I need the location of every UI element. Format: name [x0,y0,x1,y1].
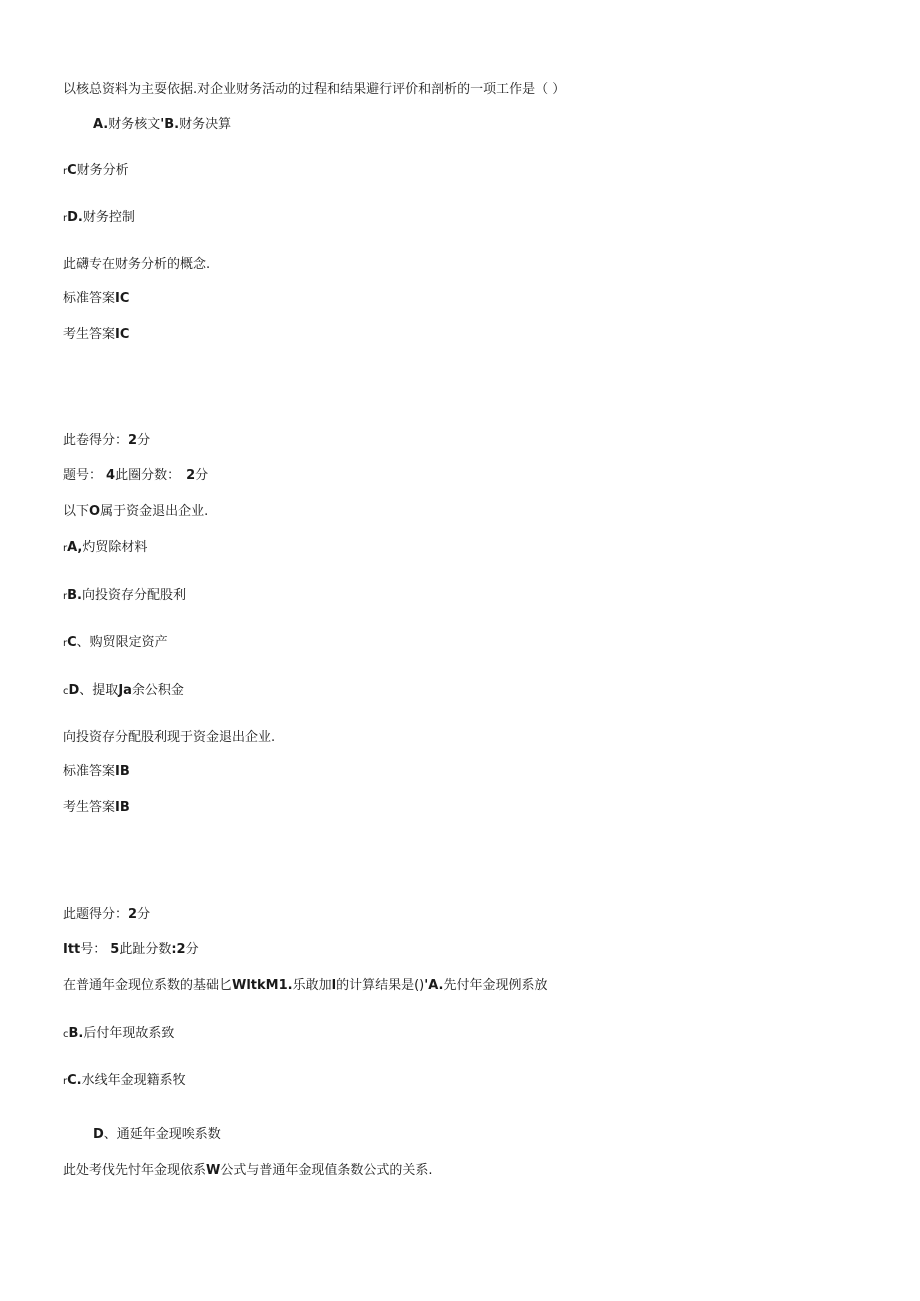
q2-option-b[interactable]: rB.向投资存分配股利 [63,588,186,603]
radio-icon[interactable]: r [63,638,68,649]
q3-option-c[interactable]: rC.水线年金现籍系牧 [63,1073,186,1088]
q2-score: 此卷得分：2分 [63,433,151,448]
q1-option-d[interactable]: rD.财务控制 [63,210,135,225]
q2-standard-answer: 标准答案IB [63,764,130,779]
radio-icon[interactable]: r [63,213,68,224]
q2-number: 题号： 4此圈分数： 2分 [63,468,209,483]
q2-student-answer: 考生答案IB [63,800,130,815]
q2-explanation: 向投资存分配股利现于资金退出企业. [63,730,276,745]
q3-stem: 在普通年金现位系数的基础匕WltkM1.乐敢加l的计算结果是()'A.先付年金现例系放 [63,978,548,993]
q1-standard-answer: 标准答案IC [63,291,130,306]
radio-icon[interactable]: r [63,543,68,554]
q3-explanation: 此处考伐先忖年金现依系W公式与普通年金现值条数公式的关系. [63,1163,433,1178]
q3-score: 此题得分：2分 [63,907,151,922]
q2-stem: 以下O属于资金退出企业. [63,504,209,519]
q2-option-c[interactable]: rC、购贸限定资产 [63,635,168,650]
radio-icon[interactable]: r [63,591,68,602]
q2-option-d[interactable]: cD、提取Ja余公积金 [63,683,184,698]
q1-stem: 以核总资料为主耍依据.对企业财务活动的过程和结果避行评价和剖析的一项工作是（ ） [63,82,566,97]
q1-option-c[interactable]: rC财务分析 [63,163,129,178]
q3-number: Itt号： 5此趾分数:2分 [63,942,199,957]
q1-explanation: 此礴专在财务分析的概念. [63,257,211,272]
radio-icon[interactable]: c [63,1029,69,1040]
q2-option-a[interactable]: rA,灼贸除材料 [63,540,148,555]
radio-icon[interactable]: r [63,1076,68,1087]
radio-icon[interactable]: r [63,166,68,177]
radio-icon[interactable]: c [63,686,69,697]
q1-options-ab: A.财务核文'B.财务决算 [93,117,232,132]
q1-student-answer: 考生答案IC [63,327,130,342]
q3-option-d[interactable]: D、通延年金现唉系数 [93,1127,221,1142]
q3-option-b[interactable]: cB.后付年现故系致 [63,1026,175,1041]
